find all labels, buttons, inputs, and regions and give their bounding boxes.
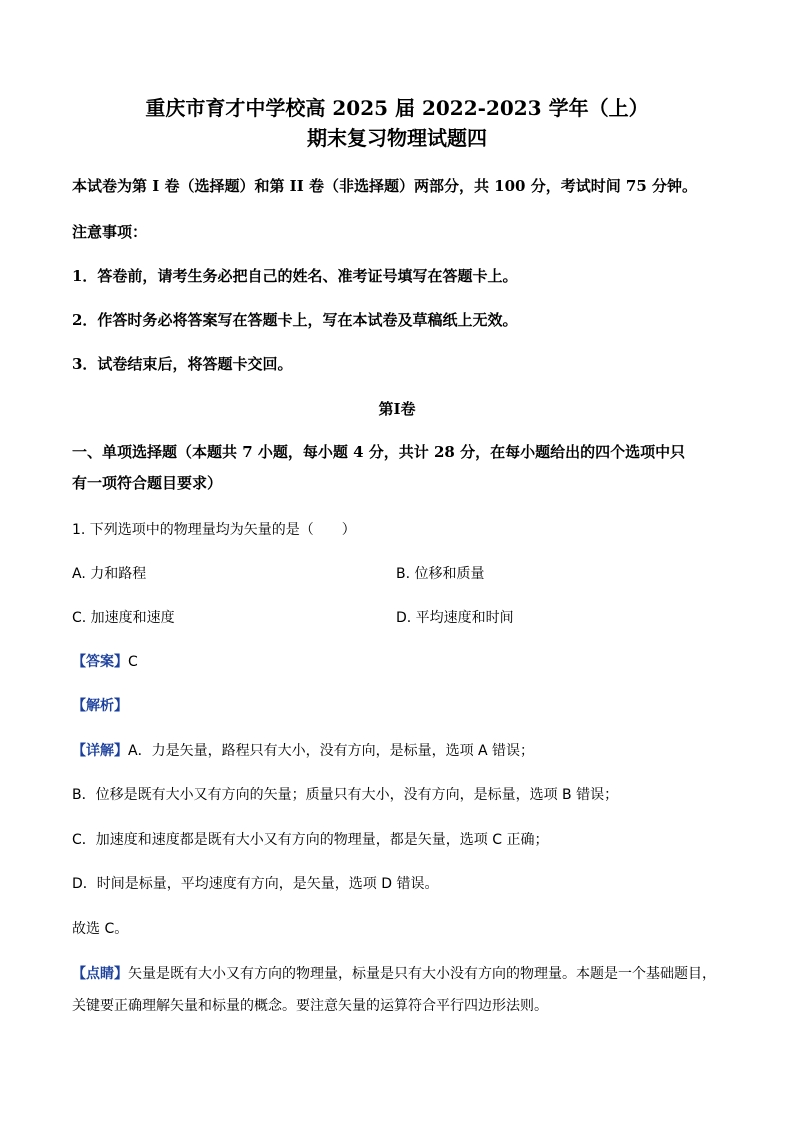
detail-line-3: C．加速度和速度都是既有大小又有方向的物理量，都是矢量，选项 C 正确； (72, 832, 549, 848)
conclusion-line: 故选 C。 (72, 921, 129, 937)
volume-title: 第Ⅰ卷 (378, 400, 416, 418)
page-title-line1: 重庆市育才中学校高 2025 届 2022-2023 学年（上） (145, 96, 649, 120)
analysis-label-text: 【解析】 (72, 698, 128, 714)
detail-text-1: A．力是矢量，路程只有大小，没有方向，是标量，选项 A 错误； (128, 743, 535, 759)
notice-item-3: 3．试卷结束后，将答题卡交回。 (72, 355, 293, 373)
detail-line-4: D．时间是标量，平均速度有方向，是矢量，选项 D 错误。 (72, 876, 439, 892)
answer-label: 【答案】 (72, 654, 128, 670)
exam-description: 本试卷为第 I 卷（选择题）和第 II 卷（非选择题）两部分，共 100 分，考试时间 75 分钟。 (72, 177, 698, 195)
part-heading-line1: 一、单项选择题（本题共 7 小题，每小题 4 分，共计 28 分，在每小题给出的四个选项中只 (72, 443, 686, 461)
option-b: B. 位移和质量 (396, 566, 485, 582)
analysis-label (72, 695, 128, 717)
option-a: A. 力和路程 (72, 566, 147, 582)
answer-line (72, 651, 138, 673)
detail-line-1 (72, 740, 534, 762)
part-heading-line2: 有一项符合题目要求） (72, 474, 223, 492)
detail-line-2: B．位移是既有大小又有方向的矢量；质量只有大小，没有方向，是标量，选项 B 错误； (72, 787, 619, 803)
page-title-line2: 期末复习物理试题四 (307, 126, 487, 150)
comment-text-1: 矢量是既有大小又有方向的物理量，标量是只有大小没有方向的物理量。本题是一个基础题目， (128, 966, 716, 982)
option-d: D. 平均速度和时间 (396, 610, 514, 626)
comment-label: 【点睛】 (72, 966, 128, 982)
comment-line-1 (72, 963, 716, 985)
option-c: C. 加速度和速度 (72, 610, 175, 626)
notice-item-2: 2．作答时务必将答案写在答题卡上，写在本试卷及草稿纸上无效。 (72, 311, 518, 329)
notice-item-1: 1．答卷前，请考生务必把自己的姓名、准考证号填写在答题卡上。 (72, 267, 518, 285)
answer-value: C (128, 654, 138, 670)
notice-heading: 注意事项： (72, 223, 148, 241)
detail-label: 【详解】 (72, 743, 128, 759)
comment-line-2: 关键要正确理解矢量和标量的概念。要注意矢量的运算符合平行四边形法则。 (72, 998, 548, 1014)
question-stem: 1. 下列选项中的物理量均为矢量的是（ ） (72, 522, 356, 538)
